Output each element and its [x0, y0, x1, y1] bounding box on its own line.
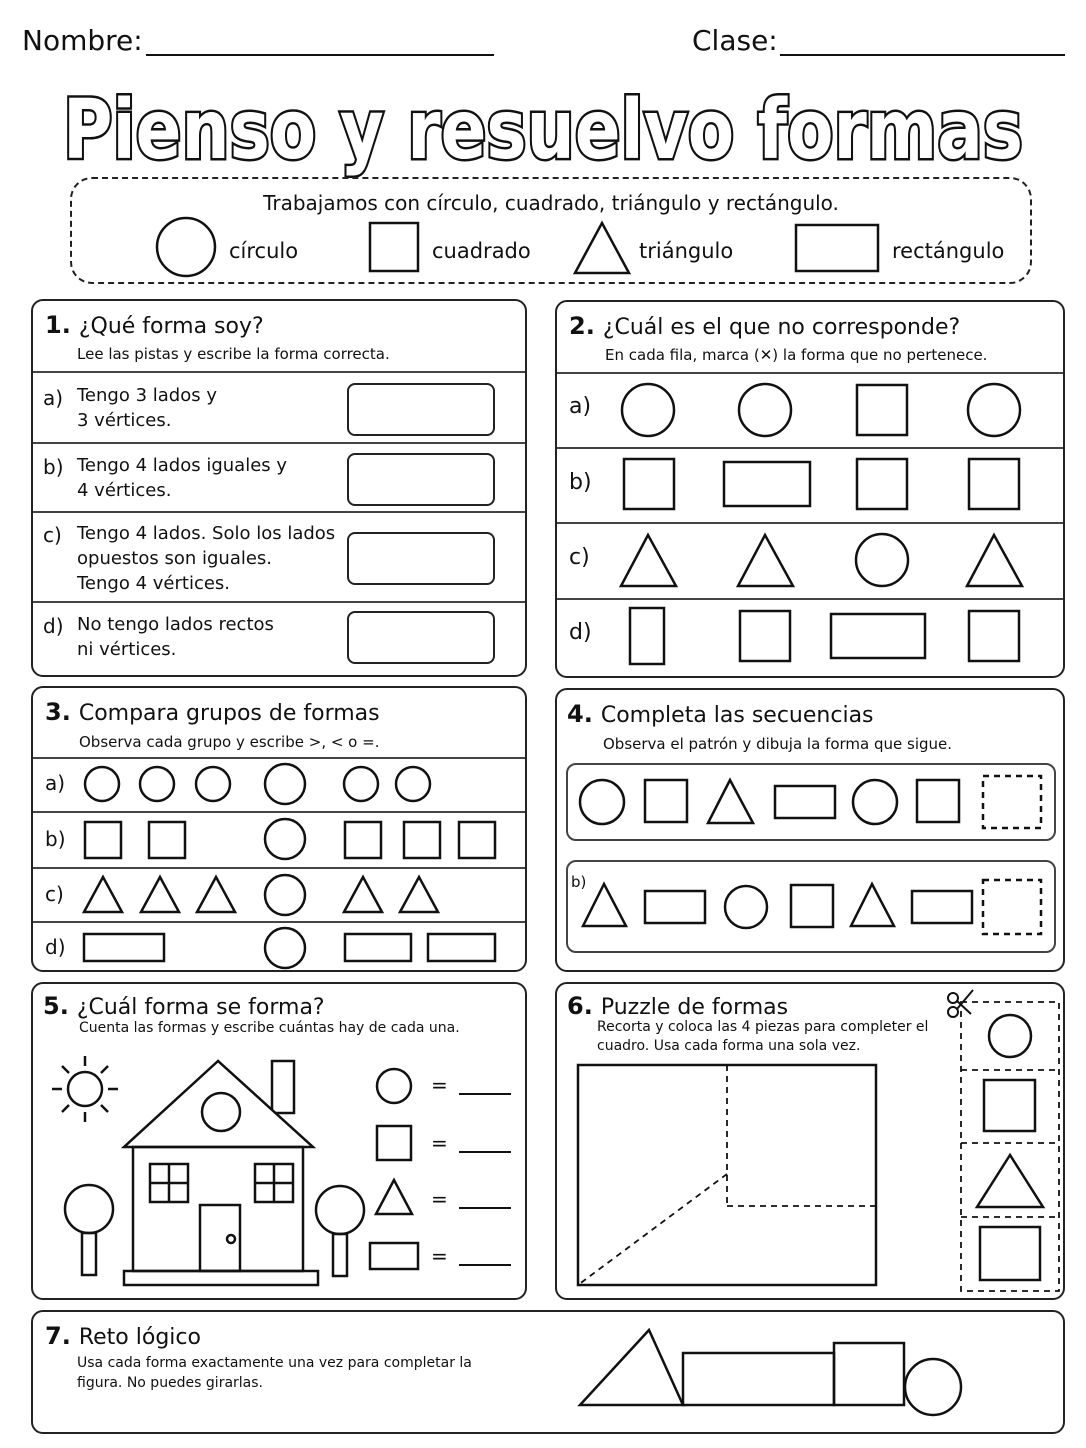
divider	[33, 511, 525, 513]
clue-text: Tengo 4 lados. Solo los lados opuestos son iguales. Tengo 4 vértices.	[77, 523, 336, 594]
square-icon[interactable]	[969, 459, 1019, 509]
row-label: a)	[45, 771, 66, 795]
comparison-circle[interactable]	[265, 875, 305, 915]
comparison-circle[interactable]	[265, 819, 305, 859]
square-icon	[370, 223, 418, 271]
sun-icon	[52, 1056, 118, 1122]
triangle-icon[interactable]	[738, 535, 793, 586]
circle-icon	[725, 886, 767, 928]
row-label: b)	[45, 827, 66, 851]
page-title-text: Pienso y resuelvo formas	[63, 83, 1023, 178]
row-label: b)	[571, 873, 587, 891]
answer-box-d[interactable]	[347, 611, 495, 664]
legend-intro: Trabajamos con círculo, cuadrado, triángulo y rectángulo.	[263, 191, 839, 215]
triangle-icon	[344, 877, 382, 912]
section-2-title-text: ¿Cuál es el que no corresponde?	[602, 315, 961, 340]
circle-icon	[853, 780, 897, 824]
triangle-icon	[583, 884, 626, 926]
rectangle-icon[interactable]	[724, 462, 810, 506]
class-field[interactable]	[780, 54, 1065, 56]
odd-one-out-shapes	[557, 302, 1067, 680]
triangle-icon[interactable]	[967, 535, 1022, 586]
legend-label-triangle: triángulo	[639, 239, 734, 263]
row-label: c)	[45, 882, 64, 906]
class-label: Clase:	[692, 24, 778, 57]
section-4-title-text: Completa las secuencias	[600, 703, 874, 728]
row-label: a)	[569, 394, 592, 419]
tree-icon	[65, 1185, 113, 1275]
name-label: Nombre:	[22, 24, 143, 57]
rectangle-icon	[428, 934, 495, 961]
legend-label-circle: círculo	[229, 239, 299, 263]
row-label: c)	[43, 523, 62, 547]
square-icon	[149, 822, 185, 858]
section-6-title-text: Puzzle de formas	[600, 995, 789, 1020]
clue-text: Tengo 3 lados y 3 vértices.	[77, 385, 217, 431]
tree-icon	[316, 1186, 364, 1276]
equals-sign: =	[431, 1073, 448, 1097]
triangle-icon	[580, 1330, 683, 1405]
puzzle-area	[557, 984, 1067, 1302]
circle-icon[interactable]	[739, 384, 791, 436]
square-icon[interactable]	[857, 459, 907, 509]
answer-blank-a[interactable]	[983, 776, 1041, 828]
circle-icon	[85, 767, 119, 801]
answer-box-b[interactable]	[347, 453, 495, 506]
clue-text: Tengo 4 lados iguales y 4 vértices.	[77, 455, 288, 501]
row-label: c)	[569, 545, 590, 570]
section-2-panel	[555, 300, 1065, 678]
divider	[33, 442, 525, 444]
section-1-title	[45, 311, 264, 339]
section-4-instructions: Observa el patrón y dibuja la forma que sigue.	[603, 735, 953, 753]
logic-figure	[33, 1312, 1067, 1436]
answer-box-c[interactable]	[347, 532, 495, 585]
row-label: d)	[45, 935, 66, 959]
circle-icon[interactable]	[968, 384, 1020, 436]
triangle-icon[interactable]	[621, 535, 676, 586]
circle-icon	[344, 767, 378, 801]
section-7-panel	[31, 1310, 1065, 1434]
name-field[interactable]	[146, 54, 494, 56]
square-icon	[377, 1126, 411, 1160]
rectangle-icon	[683, 1353, 834, 1405]
triangle-icon	[851, 884, 894, 926]
section-6-number: 6.	[567, 992, 593, 1020]
legend-label-square: cuadrado	[432, 239, 531, 263]
rectangle-icon	[645, 891, 705, 923]
circle-icon	[196, 767, 230, 801]
circle-icon	[396, 767, 430, 801]
row-label: d)	[569, 620, 592, 645]
rectangle-icon	[912, 891, 972, 923]
square-icon	[85, 822, 121, 858]
section-5-number: 5.	[43, 992, 69, 1020]
triangle-icon	[84, 877, 122, 912]
rectangle-icon	[796, 225, 878, 271]
square-icon	[791, 885, 833, 927]
square-icon[interactable]	[969, 611, 1019, 661]
circle-icon	[580, 780, 624, 824]
square-icon[interactable]	[624, 459, 674, 509]
triangle-icon	[708, 780, 753, 823]
section-4-panel	[555, 688, 1065, 972]
divider	[33, 601, 525, 603]
section-2-number: 2.	[569, 312, 595, 340]
circle-icon[interactable]	[989, 1015, 1031, 1057]
equals-sign: =	[431, 1131, 448, 1155]
compare-groups-shapes	[33, 688, 529, 974]
section-7-number: 7.	[45, 1322, 71, 1350]
square-icon	[404, 822, 440, 858]
clue-text: No tengo lados rectos ni vértices.	[77, 614, 274, 660]
section-6-instructions: Recorta y coloca las 4 piezas para completer el cuadro. Usa cada forma una sola vez.	[597, 1019, 929, 1054]
square-icon	[645, 780, 687, 822]
shapes-legend	[70, 177, 1032, 284]
legend-label-rectangle: rectángulo	[892, 239, 1005, 263]
triangle-icon	[575, 223, 629, 273]
section-1-panel	[31, 299, 527, 677]
section-5-instructions: Cuenta las formas y escribe cuántas hay de cada una.	[79, 1020, 460, 1036]
square-icon[interactable]	[857, 385, 907, 435]
section-3-number: 3.	[45, 698, 71, 726]
section-3-panel	[31, 686, 527, 972]
section-7-instructions: Usa cada forma exactamente una vez para completar la figura. No puedes girarlas.	[77, 1355, 472, 1391]
section-2-instructions: En cada fila, marca (✕) la forma que no pertenece.	[605, 346, 988, 364]
house-icon	[124, 1061, 318, 1285]
rectangle-icon	[370, 1243, 418, 1269]
section-1-instructions: Lee las pistas y escribe la forma correcta.	[77, 345, 390, 363]
rectangle-icon	[775, 786, 835, 818]
rectangle-icon[interactable]	[831, 614, 925, 658]
square-icon[interactable]	[980, 1227, 1040, 1280]
square-icon	[459, 822, 495, 858]
cutout-strip	[961, 1002, 1059, 1291]
section-6-panel	[555, 982, 1065, 1300]
square-icon[interactable]	[740, 611, 790, 661]
section-1-number: 1.	[45, 311, 71, 339]
circle-icon	[377, 1069, 411, 1103]
row-label: b)	[43, 455, 64, 479]
square-icon	[345, 822, 381, 858]
section-5-panel	[31, 982, 527, 1300]
square-icon	[917, 780, 959, 822]
square-icon	[834, 1343, 904, 1405]
row-label: d)	[43, 614, 64, 638]
triangle-icon	[400, 877, 438, 912]
page-title	[0, 70, 1086, 180]
square-icon[interactable]	[984, 1080, 1035, 1131]
rectangle-icon	[345, 934, 411, 961]
circle-icon	[905, 1359, 961, 1415]
equals-sign: =	[431, 1187, 448, 1211]
section-1-title-text: ¿Qué forma soy?	[78, 314, 264, 339]
row-label: b)	[569, 470, 592, 495]
triangle-icon	[197, 877, 235, 912]
triangle-icon[interactable]	[977, 1155, 1043, 1207]
circle-icon	[140, 767, 174, 801]
circle-icon	[157, 218, 215, 276]
house-picture	[33, 984, 529, 1302]
section-3-title-text: Compara grupos de formas	[78, 701, 380, 726]
tall-rectangle-icon[interactable]	[630, 608, 664, 664]
comparison-circle[interactable]	[265, 764, 305, 804]
section-7-title-text: Reto lógico	[78, 1325, 201, 1350]
section-3-instructions: Observa cada grupo y escribe >, < o =.	[79, 733, 380, 751]
rectangle-icon	[84, 934, 164, 961]
answer-box-a[interactable]	[347, 383, 495, 436]
comparison-circle[interactable]	[265, 928, 305, 968]
section-4-number: 4.	[567, 700, 593, 728]
triangle-icon	[376, 1180, 412, 1214]
row-label: a)	[43, 386, 64, 410]
legend-shapes	[72, 179, 1034, 286]
triangle-icon	[141, 877, 179, 912]
divider	[33, 371, 525, 373]
section-5-title-text: ¿Cuál forma se forma?	[76, 995, 325, 1020]
sequence-shapes	[557, 690, 1067, 974]
equals-sign: =	[431, 1244, 448, 1268]
circle-icon[interactable]	[622, 384, 674, 436]
circle-icon[interactable]	[856, 534, 908, 586]
answer-blank-b[interactable]	[983, 880, 1041, 934]
